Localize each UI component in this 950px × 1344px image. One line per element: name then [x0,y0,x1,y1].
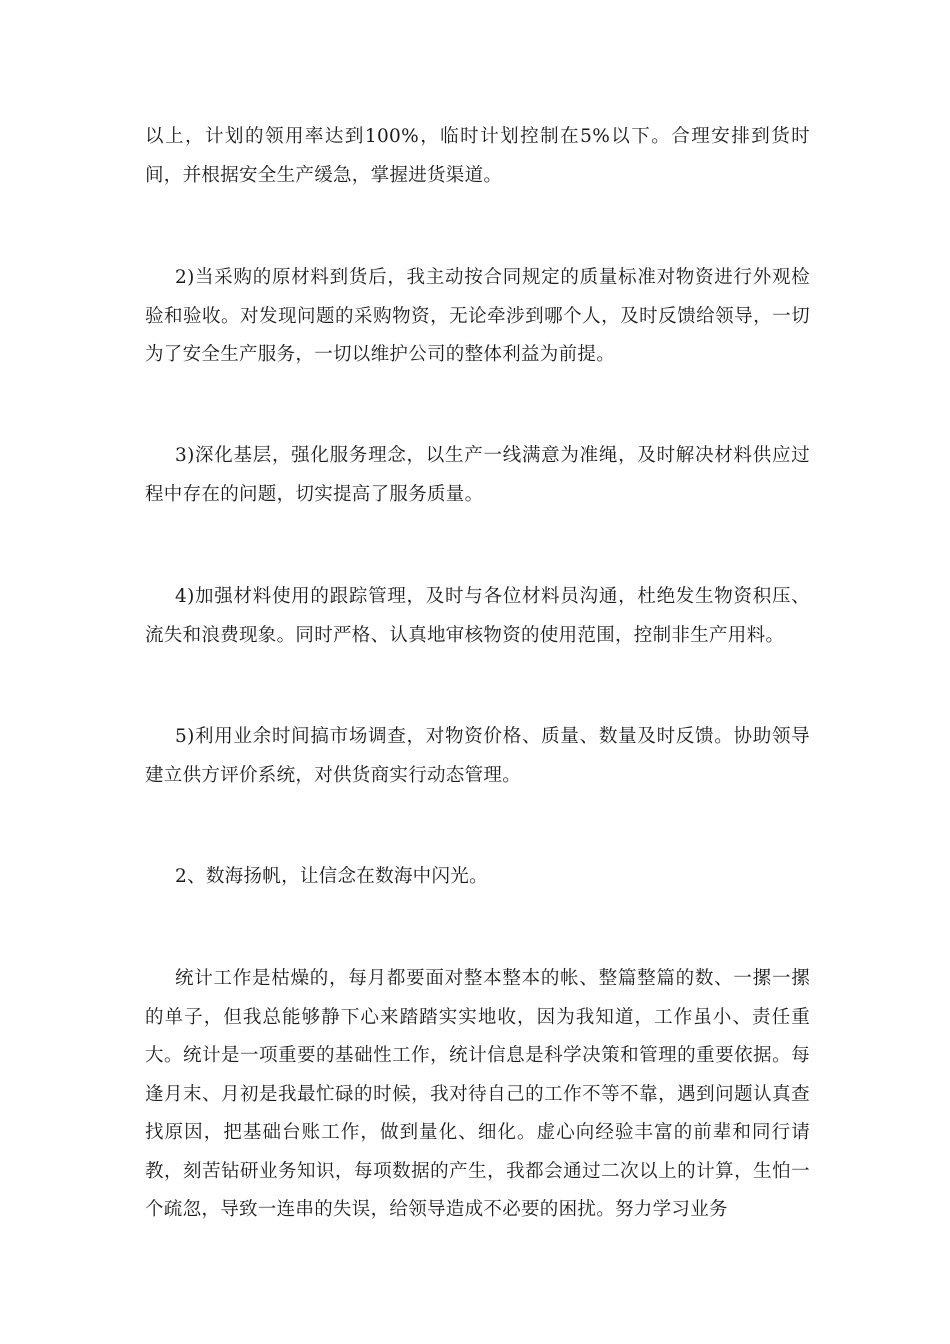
paragraph-item-3: 3)深化基层，强化服务理念，以生产一线满意为准绳，及时解决材料供应过程中存在的问题，切实提高了服务质量。 [145,445,810,505]
paragraph-item-4: 4)加强材料使用的跟踪管理，及时与各位材料员沟通，杜绝发生物资积压、流失和浪费现象。同时严格、认真地审核物资的使用范围，控制非生产用料。 [145,586,810,646]
paragraph-statistics-work: 统计工作是枯燥的，每月都要面对整本整本的帐、整篇整篇的数、一摞一摞的单子，但我总能够静下心来踏踏实实地收，因为我知道，工作虽小、责任重大。统计是一项重要的基础性工作，统计信息是科学决策和管理的重要依据。每逢月末、月初是我最忙碌的时候，我对待自己的工作不等不靠，遇到问题认真查找原因，把基础台账工作，做到量化、细化。虚心向经验丰富的前辈和同行请教，刻苦钻研业务知识，每项数据的产生，我都会通过二次以上的计算，生怕一个疏忽，导致一连串的失误，给领导造成不必要的困扰。努力学习业务 [145,968,810,1220]
paragraph-intro-continuation: 以上，计划的领用率达到100%，临时计划控制在5%以下。合理安排到货时间，并根据安全生产缓急，掌握进货渠道。 [145,126,810,186]
paragraph-item-2: 2)当采购的原材料到货后，我主动按合同规定的质量标准对物资进行外观检验和验收。对发现问题的采购物资，无论牵涉到哪个人，及时反馈给领导，一切为了安全生产服务，一切以维护公司的整体利益为前提。 [145,267,810,365]
paragraph-item-5: 5)利用业余时间搞市场调查，对物资价格、质量、数量及时反馈。协助领导建立供方评价系统，对供货商实行动态管理。 [145,726,810,786]
section-heading-2: 2、数海扬帆，让信念在数海中闪光。 [175,866,488,887]
